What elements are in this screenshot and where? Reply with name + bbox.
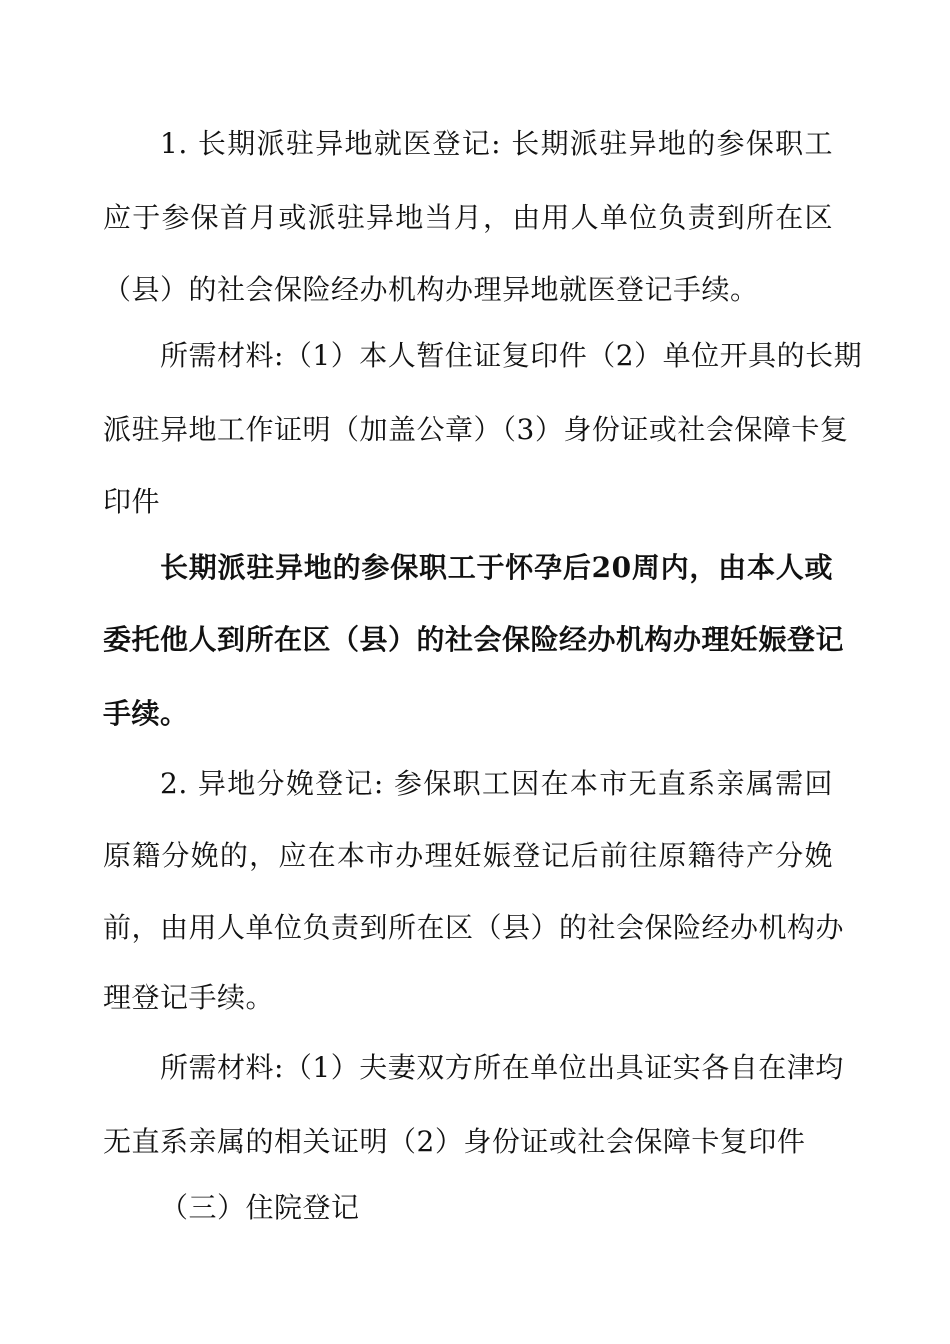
section-heading-hospital-registration: （三）住院登记 (160, 1191, 360, 1224)
pregnancy-note-line-1: 长期派驻异地的参保职工于怀孕后20周内，由本人或 (160, 551, 833, 584)
paragraph-1-line-3: （县）的社会保险经办机构办理异地就医登记手续。 (103, 273, 759, 306)
materials-2-line-1: 所需材料:（1）夫妻双方所在单位出具证实各自在津均 (160, 1051, 844, 1084)
pregnancy-note-line-2: 委托他人到所在区（县）的社会保险经办机构办理妊娠登记 (103, 623, 845, 656)
paragraph-1-line-1: 1. 长期派驻异地就医登记: 长期派驻异地的参保职工 (160, 127, 833, 160)
paragraph-1-line-2: 应于参保首月或派驻异地当月，由用人单位负责到所在区 (103, 201, 833, 234)
materials-1-line-1: 所需材料:（1）本人暂住证复印件（2）单位开具的长期 (160, 339, 863, 372)
paragraph-2-line-1: 2. 异地分娩登记: 参保职工因在本市无直系亲属需回 (160, 767, 833, 800)
materials-2-line-2: 无直系亲属的相关证明（2）身份证或社会保障卡复印件 (103, 1125, 806, 1158)
paragraph-2-line-2: 原籍分娩的，应在本市办理妊娠登记后前往原籍待产分娩 (103, 839, 833, 872)
materials-1-line-2: 派驻异地工作证明（加盖公章）（3）身份证或社会保障卡复 (103, 413, 849, 446)
paragraph-2-line-3: 前，由用人单位负责到所在区（县）的社会保险经办机构办 (103, 911, 845, 944)
materials-1-line-3: 印件 (103, 485, 161, 518)
pregnancy-note-line-3: 手续。 (103, 697, 189, 730)
paragraph-2-line-4: 理登记手续。 (103, 981, 275, 1014)
